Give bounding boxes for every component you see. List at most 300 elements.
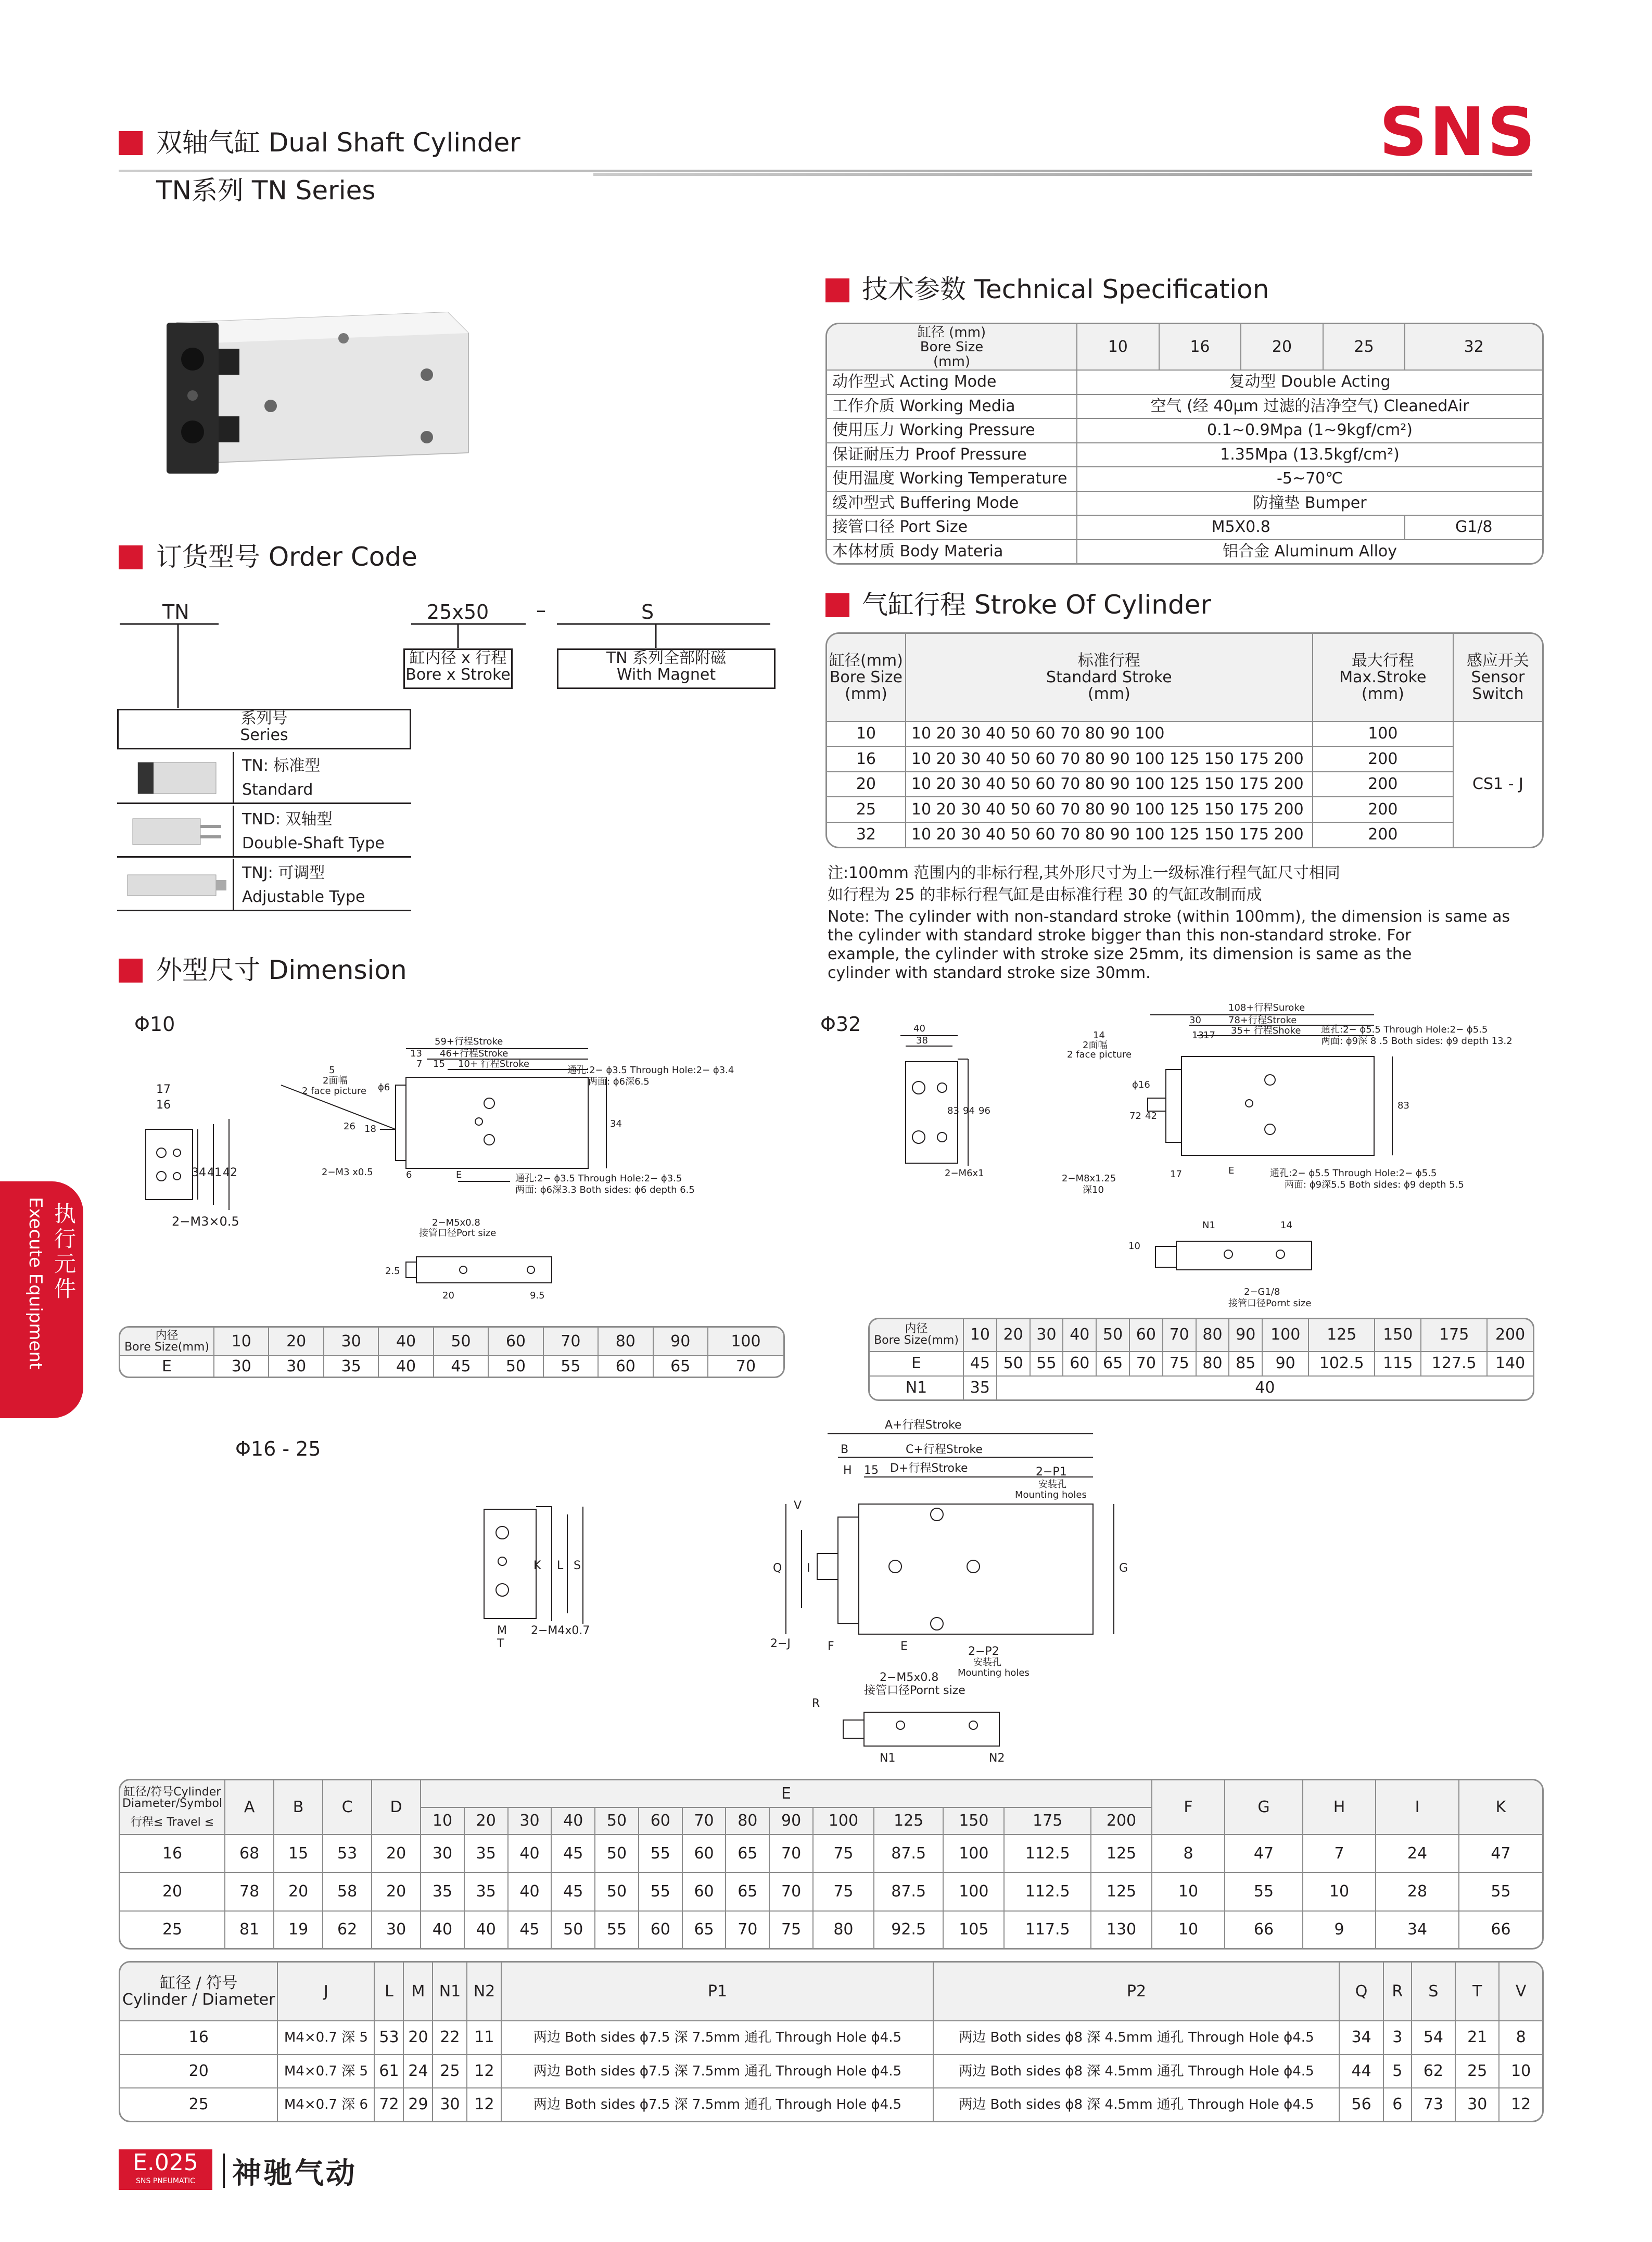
d10-41: 41: [207, 1166, 222, 1179]
tnj-label: TNJ: 可调型: [242, 864, 325, 882]
d16-j: 2−J: [770, 1637, 791, 1650]
tb-cell: 24: [403, 2055, 433, 2088]
spec-bore: 25: [1323, 324, 1405, 370]
d32-30: 30: [1189, 1015, 1201, 1026]
d10-m3: 2−M3 x0.5: [322, 1167, 373, 1178]
t10-col: 100: [708, 1328, 783, 1356]
ta-cell: 10: [1152, 1911, 1225, 1948]
d32-40: 40: [913, 1023, 925, 1034]
d10-13: 13: [410, 1048, 422, 1059]
ta-col: B: [274, 1780, 323, 1835]
ta-cell: 65: [726, 1872, 769, 1910]
ta-corner-3: 行程≤ Travel ≤: [130, 1815, 214, 1829]
t10-head: [120, 1328, 214, 1356]
t32-e: 75: [1163, 1352, 1196, 1376]
tn-label-en: Standard: [242, 781, 313, 799]
d16-h: H: [843, 1464, 852, 1477]
t10-val: 45: [434, 1356, 488, 1377]
d32-72: 72: [1129, 1111, 1141, 1122]
tb-row-25: [120, 2088, 1542, 2121]
t32-e-label: E: [870, 1352, 963, 1376]
ta-row-20: [120, 1872, 1542, 1910]
ta-e-col: 70: [682, 1807, 726, 1835]
ta-cell: 40: [508, 1872, 552, 1910]
d32-deep: 深10: [1083, 1184, 1104, 1195]
ta-cell: 87.5: [874, 1835, 944, 1872]
ta-cell: 45: [551, 1835, 595, 1872]
tb-cell: M4×0.7 深 5: [277, 2021, 374, 2055]
stroke-table: [825, 632, 1544, 848]
phi10-e-table: [119, 1326, 785, 1378]
tb-cell: 29: [403, 2088, 433, 2121]
d16-g: G: [1119, 1562, 1128, 1575]
ta-e-head: E: [421, 1780, 1152, 1807]
d16-m: M: [497, 1624, 507, 1637]
t32-n1a: 35: [963, 1376, 997, 1399]
t32-head: [870, 1319, 963, 1352]
tb-corner: [120, 1963, 277, 2021]
stroke-note-2: 如行程为 25 的非标行程气缸是由标准行程 30 的气缸改制而成: [828, 886, 1262, 904]
stroke-note-4: the cylinder with standard stroke bigger than this non-standard stroke. For: [828, 926, 1412, 945]
spec-heading: 技术参数 Technical Specification: [862, 274, 1269, 304]
ta-cell: 65: [726, 1835, 769, 1872]
t32-col: 175: [1421, 1319, 1487, 1352]
d32-83: 83: [947, 1105, 959, 1116]
ta-cell: 50: [595, 1872, 639, 1910]
stroke-h4c: Switch: [1472, 684, 1524, 703]
order-heading: 订货型号 Order Code: [156, 542, 417, 572]
series-row-tnd: [117, 806, 411, 858]
t10-val: 30: [269, 1356, 323, 1377]
magnet-zh: TN 系列全部附磁: [606, 649, 727, 667]
tb-cell: 6: [1383, 2088, 1412, 2121]
d10-b: 46+行程Stroke: [440, 1048, 509, 1059]
ta-cell: 55: [595, 1911, 639, 1948]
ta-e-col: 200: [1091, 1807, 1152, 1835]
d32-phi16: ϕ16: [1132, 1079, 1150, 1090]
tb-bore: 25: [120, 2088, 277, 2121]
page-number-badge: [119, 2149, 212, 2190]
stroke-max: 200: [1313, 772, 1453, 797]
ta-cell: 45: [551, 1872, 595, 1910]
t32-e: 115: [1375, 1352, 1421, 1376]
ta-cell: 30: [421, 1835, 464, 1872]
spec-table: [825, 323, 1544, 565]
ta-cell: 60: [682, 1835, 726, 1872]
d16-i: I: [807, 1562, 810, 1575]
title-marker: [119, 131, 143, 155]
stroke-h4: [1453, 634, 1542, 721]
t10-head-en: Bore Size(mm): [124, 1340, 209, 1354]
t32-head-zh: 内径: [905, 1322, 928, 1336]
ta-cell: 70: [769, 1872, 813, 1910]
product-image: [156, 302, 479, 489]
d32-hole1: 通孔:2− ϕ5.5 Through Hole:2− ϕ5.5: [1321, 1024, 1488, 1035]
d10-5: 5: [329, 1065, 335, 1076]
tb-cell: 10: [1499, 2055, 1542, 2088]
t32-e: 55: [1030, 1352, 1063, 1376]
stroke-note-1: 注:100mm 范围内的非标行程,其外形尺寸为上一级标准行程气缸尺寸相同: [828, 864, 1340, 882]
t32-col: 80: [1196, 1319, 1229, 1352]
dim-table-a: [119, 1779, 1544, 1950]
ta-e-col: 60: [639, 1807, 682, 1835]
d10-26: 26: [344, 1121, 355, 1132]
d16-r: R: [812, 1697, 820, 1710]
tb-cell: 72: [374, 2088, 403, 2121]
spec-value: 1.35Mpa (13.5kgf/cm²): [1077, 443, 1542, 467]
spec-label: 本体材质 Body Materia: [827, 540, 1077, 563]
d10-a: 59+行程Stroke: [435, 1036, 503, 1047]
ta-bore: 25: [120, 1911, 225, 1948]
d10-7: 7: [416, 1059, 423, 1069]
spec-label: 保证耐压力 Proof Pressure: [827, 443, 1077, 467]
ta-cell: 55: [639, 1872, 682, 1910]
stroke-h3b: Max.Stroke: [1339, 668, 1427, 686]
t32-e: 140: [1487, 1352, 1533, 1376]
d10-port: 接管口径Port size: [419, 1228, 497, 1239]
ta-cell: 10: [1303, 1872, 1376, 1910]
tb-cell: 两边 Both sides ϕ7.5 深 7.5mm 通孔 Through Hole ϕ4.5: [501, 2088, 933, 2121]
d10-phi6: ϕ6: [378, 1082, 390, 1093]
d10-18: 18: [364, 1124, 376, 1135]
ta-cell: 112.5: [1004, 1835, 1091, 1872]
t10-col: 30: [324, 1328, 378, 1356]
ta-corner: [120, 1780, 225, 1835]
tb-cell: 12: [467, 2088, 501, 2121]
ta-cell: 55: [639, 1835, 682, 1872]
tb-cell: 两边 Both sides ϕ8 深 4.5mm 通孔 Through Hole ϕ4.5: [933, 2021, 1339, 2055]
d32-a: 108+行程Suroke: [1228, 1002, 1305, 1013]
ta-cell: 60: [639, 1911, 682, 1948]
ta-cell: 100: [943, 1835, 1004, 1872]
ta-cell: 8: [1152, 1835, 1225, 1872]
spec-head-en: Bore Size: [920, 339, 984, 355]
ta-cell: 70: [726, 1911, 769, 1948]
phi32-drawing: [864, 994, 1541, 1322]
t32-col: 60: [1129, 1319, 1163, 1352]
order-marker: [119, 545, 143, 569]
d10-hole1: 通孔:2− ϕ3.5 Through Hole:2− ϕ3.4: [567, 1065, 734, 1076]
d10-hole2b: 两面: ϕ6深3.3 Both sides: ϕ6 depth 6.5: [515, 1184, 695, 1195]
stroke-note-5: example, the cylinder with stroke size 25mm, its dimension is same as the: [828, 945, 1412, 963]
d16-p1c: Mounting holes: [1015, 1489, 1087, 1500]
ta-e-col: 125: [874, 1807, 944, 1835]
t10-col: 50: [434, 1328, 488, 1356]
spec-marker: [825, 278, 849, 302]
d32-port: 接管口径Pornt size: [1228, 1298, 1312, 1309]
tb-col: V: [1499, 1963, 1542, 2021]
t32-col: 30: [1030, 1319, 1063, 1352]
stroke-bore: 16: [827, 746, 906, 771]
stroke-h2: [906, 634, 1313, 721]
d10-20: 20: [442, 1290, 454, 1301]
tb-cell: 62: [1412, 2055, 1455, 2088]
stroke-h3c: (mm): [1361, 684, 1404, 703]
t10-col: 40: [378, 1328, 433, 1356]
tb-row-20: [120, 2055, 1542, 2088]
tb-cell: 8: [1499, 2021, 1542, 2055]
ta-cell: 68: [225, 1835, 274, 1872]
d32-42: 42: [1145, 1111, 1157, 1122]
ta-cell: 65: [682, 1911, 726, 1948]
ta-cell: 100: [943, 1872, 1004, 1910]
d32-83b: 83: [1397, 1100, 1409, 1111]
stroke-heading: 气缸行程 Stroke Of Cylinder: [862, 590, 1211, 620]
tb-cell: 两边 Both sides ϕ8 深 4.5mm 通孔 Through Hole ϕ4.5: [933, 2088, 1339, 2121]
sns-logo: SNS: [1379, 94, 1537, 171]
ta-cell: 117.5: [1004, 1911, 1091, 1948]
ta-cell: 35: [464, 1835, 508, 1872]
d10-17: 17: [156, 1083, 171, 1096]
spec-value: M5X0.8: [1077, 515, 1405, 540]
d32-17b: 17: [1170, 1169, 1182, 1180]
series-row-tn: [117, 752, 411, 804]
spec-label: 工作介质 Working Media: [827, 394, 1077, 419]
d10-m5: 2−M5x0.8: [432, 1217, 480, 1228]
t10-col: 80: [598, 1328, 653, 1356]
d16-a: A+行程Stroke: [885, 1419, 962, 1432]
ta-e-col: 40: [551, 1807, 595, 1835]
tb-bore: 20: [120, 2055, 277, 2088]
t32-col: 125: [1308, 1319, 1375, 1352]
ta-e-col: 100: [813, 1807, 874, 1835]
d32-96: 96: [979, 1105, 990, 1116]
d16-d: D+行程Stroke: [890, 1462, 968, 1475]
phi10-label: Φ10: [134, 1013, 175, 1036]
d16-p1b: 安装孔: [1038, 1479, 1066, 1490]
d10-95: 9.5: [530, 1290, 545, 1301]
d32-b: 78+行程Stroke: [1228, 1015, 1297, 1026]
tnd-label-en: Double-Shaft Type: [242, 834, 385, 852]
footer-brand-zh: 神驰气动: [232, 2157, 357, 2190]
spec-value: 空气 (经 40μm 过滤的洁净空气) CleanedAir: [1077, 394, 1542, 419]
t32-col: 90: [1229, 1319, 1262, 1352]
ta-cell: 35: [421, 1872, 464, 1910]
d16-m4: 2−M4x0.7: [531, 1624, 590, 1637]
stroke-bore: 20: [827, 772, 906, 797]
side-tab: [0, 1181, 83, 1418]
phi32-table: [868, 1318, 1534, 1401]
tb-cell: 73: [1412, 2088, 1455, 2121]
tb-corner-2: Cylinder / Diameter: [122, 1990, 275, 2009]
series-row-tnj: [117, 859, 411, 911]
t10-val: 55: [543, 1356, 598, 1377]
tb-cell: M4×0.7 深 5: [277, 2055, 374, 2088]
stroke-std: 10 20 30 40 50 60 70 80 90 100 125 150 175 200: [906, 822, 1313, 847]
stroke-std: 10 20 30 40 50 60 70 80 90 100 125 150 175 200: [906, 746, 1313, 771]
tb-cell: 61: [374, 2055, 403, 2088]
t32-e: 80: [1196, 1352, 1229, 1376]
ta-cell: 35: [464, 1872, 508, 1910]
stroke-h3a: 最大行程: [1351, 651, 1414, 670]
d16-q: Q: [773, 1562, 782, 1575]
ta-bore: 20: [120, 1872, 225, 1910]
dimension-marker: [119, 959, 143, 983]
tb-col: P2: [933, 1963, 1339, 2021]
spec-label: 使用压力 Working Pressure: [827, 418, 1077, 443]
d10-6: 6: [406, 1169, 412, 1180]
side-tab-en: Execute Equipment: [25, 1197, 46, 1370]
magnet-box: [557, 648, 776, 689]
ta-cell: 125: [1091, 1835, 1152, 1872]
tb-col: T: [1455, 1963, 1499, 2021]
tb-cell: 34: [1339, 2021, 1383, 2055]
ta-cell: 40: [464, 1911, 508, 1948]
t32-col: 50: [1096, 1319, 1129, 1352]
t32-n1b: 40: [997, 1376, 1533, 1399]
d16-n1: N1: [880, 1752, 896, 1765]
d16-15: 15: [864, 1464, 879, 1477]
tb-cell: 两边 Both sides ϕ8 深 4.5mm 通孔 Through Hole ϕ4.5: [933, 2055, 1339, 2088]
stroke-h1: [827, 634, 906, 721]
t32-col: 40: [1063, 1319, 1096, 1352]
d10-face2: 2 face picture: [302, 1086, 367, 1097]
bore-stroke-box: [403, 648, 513, 689]
ta-cell: 34: [1376, 1911, 1459, 1948]
stroke-max: 200: [1313, 746, 1453, 771]
stroke-bore: 10: [827, 721, 906, 746]
stroke-std: 10 20 30 40 50 60 70 80 90 100 125 150 175 200: [906, 772, 1313, 797]
ta-cell: 75: [813, 1835, 874, 1872]
tb-col: M: [403, 1963, 433, 2021]
ta-cell: 87.5: [874, 1872, 944, 1910]
tb-cell: 两边 Both sides ϕ7.5 深 7.5mm 通孔 Through Hole ϕ4.5: [501, 2055, 933, 2088]
stroke-max: 200: [1313, 822, 1453, 847]
tb-corner-1: 缸径 / 符号: [160, 1973, 238, 1992]
d16-p2: 2−P2: [968, 1645, 999, 1658]
d10-16: 16: [156, 1099, 171, 1112]
ta-e-col: 10: [421, 1807, 464, 1835]
ta-cell: 19: [274, 1911, 323, 1948]
bore-stroke-zh: 缸内径 x 行程: [409, 649, 507, 667]
spec-head-zh: 缸径 (mm): [917, 324, 986, 340]
d10-34: 34: [610, 1118, 622, 1129]
spec-value: 复动型 Double Acting: [1077, 370, 1542, 394]
ta-cell: 53: [323, 1835, 372, 1872]
t32-col: 150: [1375, 1319, 1421, 1352]
ta-cell: 66: [1459, 1911, 1542, 1948]
stroke-max: 200: [1313, 797, 1453, 822]
spec-label: 缓冲型式 Buffering Mode: [827, 491, 1077, 516]
tb-cell: 54: [1412, 2021, 1455, 2055]
dim-table-b: [119, 1961, 1544, 2122]
ta-tail: G: [1225, 1780, 1303, 1835]
t32-e: 102.5: [1308, 1352, 1375, 1376]
t10-col: 20: [269, 1328, 323, 1356]
t10-col: 10: [214, 1328, 269, 1356]
d16-e: E: [900, 1640, 908, 1653]
tb-cell: 44: [1339, 2055, 1383, 2088]
stroke-h2a: 标准行程: [1077, 651, 1140, 670]
d16-v: V: [794, 1499, 802, 1512]
t32-e: 65: [1096, 1352, 1129, 1376]
tb-col: J: [277, 1963, 374, 2021]
tb-cell: 22: [433, 2021, 467, 2055]
d10-42: 42: [223, 1166, 237, 1179]
spec-head-unit: (mm): [933, 353, 970, 370]
tb-cell: 12: [467, 2055, 501, 2088]
series-en: Series: [240, 726, 288, 744]
d10-15: 15: [433, 1059, 445, 1069]
order-code-2: 25x50: [427, 601, 489, 623]
d10-hole1b: 两面: ϕ6深6.5: [588, 1076, 650, 1087]
phi1625-label: Φ16 - 25: [235, 1437, 321, 1460]
tb-cell: 21: [1455, 2021, 1499, 2055]
t10-val: 50: [488, 1356, 543, 1377]
ta-col: D: [372, 1780, 421, 1835]
ta-tail: K: [1459, 1780, 1542, 1835]
ta-col: C: [323, 1780, 372, 1835]
d32-m8: 2−M8x1.25: [1062, 1173, 1116, 1184]
ta-cell: 62: [323, 1911, 372, 1948]
ta-corner-2: Diameter/Symbol: [122, 1797, 223, 1810]
ta-cell: 45: [508, 1911, 552, 1948]
ta-cell: 81: [225, 1911, 274, 1948]
tb-cell: 3: [1383, 2021, 1412, 2055]
ta-cell: 80: [813, 1911, 874, 1948]
spec-value: 铝合金 Aluminum Alloy: [1077, 540, 1542, 563]
d32-m6: 2−M6x1: [945, 1168, 984, 1179]
tb-cell: 25: [433, 2055, 467, 2088]
stroke-h2c: (mm): [1087, 684, 1130, 703]
tb-cell: 11: [467, 2021, 501, 2055]
tb-col: N2: [467, 1963, 501, 2021]
tb-cell: 5: [1383, 2055, 1412, 2088]
page-title: 双轴气缸 Dual Shaft Cylinder: [156, 128, 520, 158]
tb-col: R: [1383, 1963, 1412, 2021]
d32-hole1b: 两面: ϕ9深 8 .5 Both sides: ϕ9 depth 13.2: [1321, 1036, 1513, 1047]
stroke-bore: 25: [827, 797, 906, 822]
tb-cell: 12: [1499, 2088, 1542, 2121]
spec-bore: 10: [1077, 324, 1159, 370]
tnd-image: [117, 806, 234, 858]
ta-cell: 7: [1303, 1835, 1376, 1872]
ta-cell: 75: [769, 1911, 813, 1948]
ta-cell: 58: [323, 1872, 372, 1910]
spec-bore: 32: [1405, 324, 1542, 370]
d16-n2: N2: [989, 1752, 1005, 1765]
stroke-marker: [825, 593, 849, 617]
d32-face2: 2 face picture: [1067, 1049, 1132, 1060]
d32-14b: 14: [1280, 1220, 1292, 1231]
phi32-label: Φ32: [820, 1013, 861, 1036]
t32-e: 90: [1262, 1352, 1308, 1376]
d16-l: L: [557, 1559, 564, 1572]
tnj-label-en: Adjustable Type: [242, 888, 365, 906]
t10-row-label: E: [120, 1356, 214, 1377]
d32-hole2: 通孔:2− ϕ5.5 Through Hole:2− ϕ5.5: [1270, 1168, 1437, 1179]
ta-cell: 55: [1459, 1872, 1542, 1910]
header-rule: [119, 170, 1532, 172]
d32-13: 13: [1192, 1030, 1204, 1041]
ta-row-25: [120, 1911, 1542, 1948]
tb-bore: 16: [120, 2021, 277, 2055]
t10-col: 90: [653, 1328, 708, 1356]
d16-m5: 2−M5x0.8: [880, 1671, 939, 1684]
ta-cell: 60: [682, 1872, 726, 1910]
t32-col: 100: [1262, 1319, 1308, 1352]
spec-value: 防撞垫 Bumper: [1077, 491, 1542, 516]
tb-cell: M4×0.7 深 6: [277, 2088, 374, 2121]
tb-cell: 两边 Both sides ϕ7.5 深 7.5mm 通孔 Through Hole ϕ4.5: [501, 2021, 933, 2055]
d32-c: 35+ 行程Shoke: [1231, 1025, 1301, 1036]
d16-p2c: Mounting holes: [958, 1667, 1030, 1678]
t32-n1-label: N1: [870, 1376, 963, 1399]
d32-face: 2面幅: [1083, 1040, 1108, 1051]
magnet-en: With Magnet: [616, 666, 716, 684]
tnj-image: [117, 859, 234, 911]
t32-e: 70: [1129, 1352, 1163, 1376]
